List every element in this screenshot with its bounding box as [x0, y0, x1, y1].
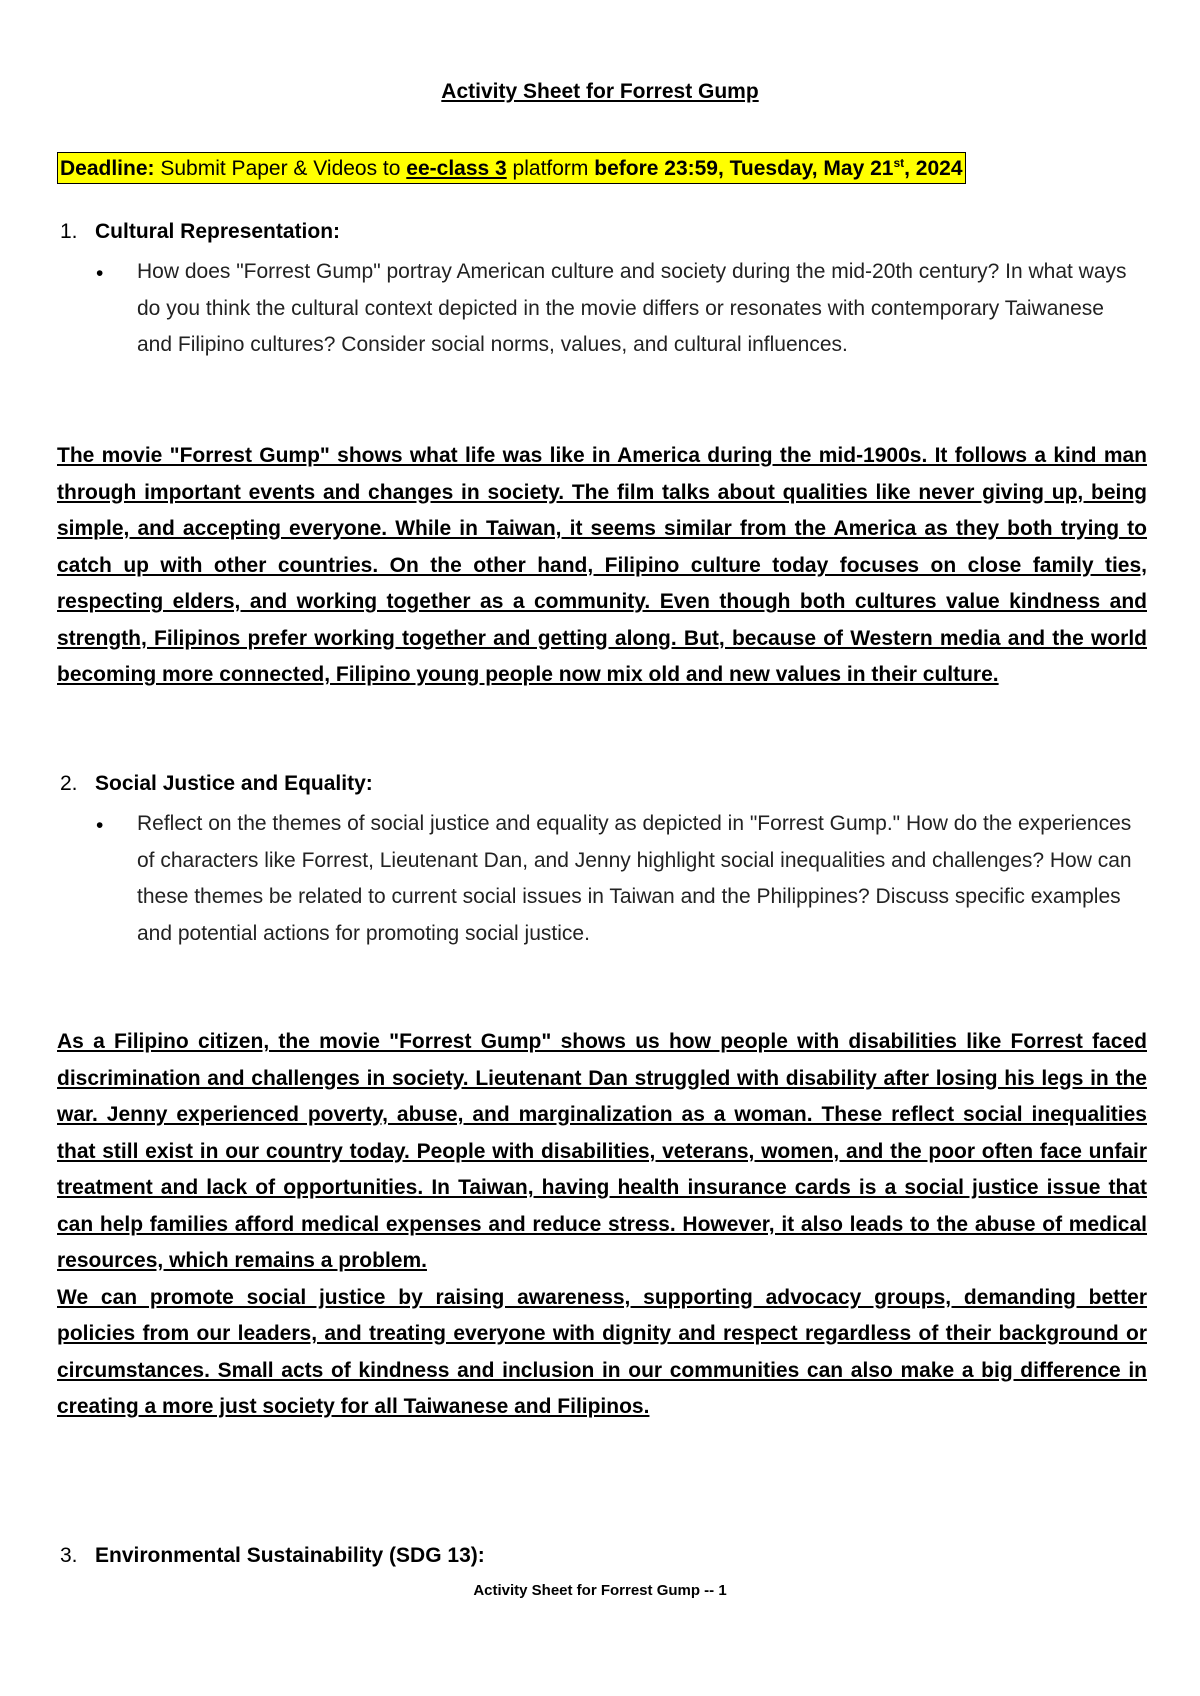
deadline-platform: ee-class 3: [406, 157, 507, 180]
question-1-number: 1.: [60, 220, 78, 243]
question-1-prompt: How does "Forrest Gump" portray American culture and society during the mid-20th century? In what ways do you think the cultural context depicted in the movie differs or resonates with contemporary Taiwanese and Filipino cultures? Consider social norms, values, and cultural influences.: [137, 260, 1127, 356]
deadline-year: , 2024: [904, 157, 963, 180]
question-3-number: 3.: [60, 1544, 78, 1567]
page-footer: Activity Sheet for Forrest Gump -- 1: [473, 1582, 727, 1599]
question-2-answer-paragraph-1: As a Filipino citizen, the movie "Forrest Gump" shows us how people with disabilities like Forrest faced discrimination and challenges in society. Lieutenant Dan struggled with disability after losing his legs in the war. Jenny experienced poverty, abuse, and marginalization as a woman. These reflect social inequalities that still exist in our country today. People with disabilities, veterans, women, and the poor often face unfair treatment and lack of opportunities. In Taiwan, having health insurance cards is a social justice issue that can help families afford medical expenses and reduce stress. However, it also leads to the abuse of medical resources, which remains a problem.: [57, 1030, 1147, 1272]
question-3-title: Environmental Sustainability (SDG 13):: [95, 1544, 485, 1567]
deadline-time: before 23:59, Tuesday, May 21: [594, 157, 894, 180]
deadline-label: Deadline:: [60, 157, 155, 180]
deadline-date-suffix: st: [893, 156, 905, 170]
deadline-text-1: Submit Paper & Videos to: [154, 157, 407, 180]
question-2-title: Social Justice and Equality:: [95, 772, 373, 795]
question-3-heading: [60, 1544, 485, 1568]
question-2-prompt: Reflect on the themes of social justice and equality as depicted in "Forrest Gump." How do the experiences of characters like Forrest, Lieutenant Dan, and Jenny highlight social inequalities and challenges? How can these themes be related to current social issues in Taiwan and the Philippines? Discuss specific examples and potential actions for promoting social justice.: [137, 812, 1132, 945]
question-1-answer: [57, 438, 1147, 694]
question-2-number: 2.: [60, 772, 78, 795]
question-2-heading: [60, 772, 373, 796]
deadline-banner: [57, 152, 966, 184]
deadline-text-2: platform: [506, 157, 595, 180]
question-2-answer-paragraph-2: We can promote social justice by raising awareness, supporting advocacy groups, demanding better policies from our leaders, and treating everyone with dignity and respect regardless of their background or circumstances. Small acts of kindness and inclusion in our communities can also make a big difference in creating a more just society for all Taiwanese and Filipinos.: [57, 1285, 1147, 1418]
question-2-bullet: •: [96, 814, 104, 837]
question-1-heading: [60, 220, 340, 244]
question-1-answer-text: The movie "Forrest Gump" shows what life was like in America during the mid-1900s. It follows a kind man through important events and changes in society. The film talks about qualities like never giving up, being simple, and accepting everyone. While in Taiwan, it seems similar from the America as they both trying to catch up with other countries. On the other hand, Filipino culture today focuses on close family ties, respecting elders, and working together as a community. Even though both cultures value kindness and strength, Filipinos prefer working together and getting along. But, because of Western media and the world becoming more connected, Filipino young people now mix old and new values in their culture.: [57, 444, 1147, 686]
question-1-title: Cultural Representation:: [95, 220, 341, 243]
document-title: Activity Sheet for Forrest Gump: [441, 80, 759, 103]
question-2-answer: [57, 1024, 1147, 1426]
question-1-bullet: •: [96, 262, 104, 285]
